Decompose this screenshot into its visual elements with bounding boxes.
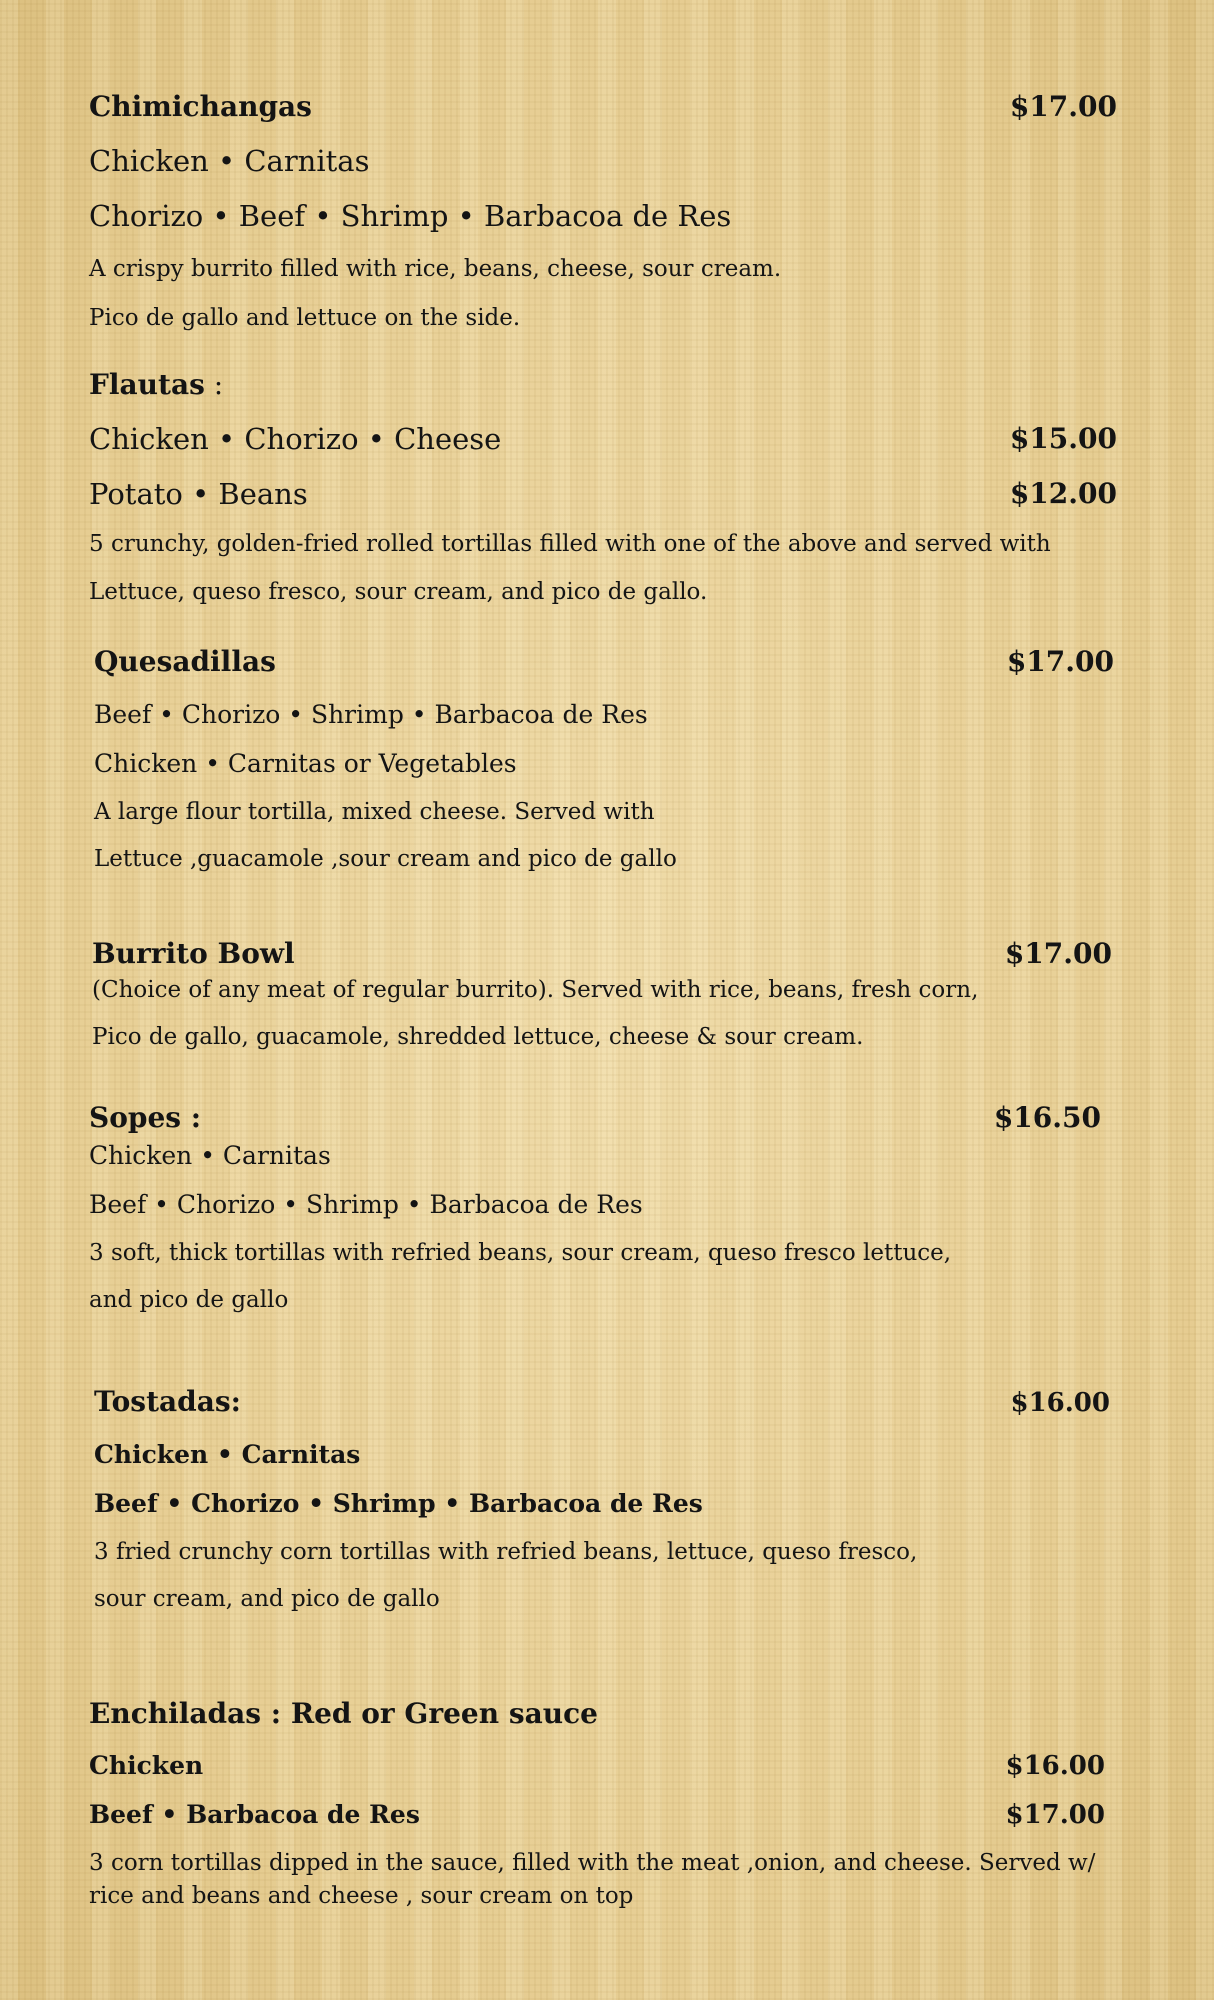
options-line: Beef • Chorizo • Shrimp • Barbacoa de Res [94,1489,703,1518]
section-title: Sopes : [89,1101,202,1134]
price: $16.50 [993,1101,1101,1134]
price: $17.00 [1005,1800,1105,1830]
description-line: A large flour tortilla, mixed cheese. Served with [94,799,655,825]
section-title: Burrito Bowl [92,937,295,970]
description-line: Pico de gallo and lettuce on the side. [89,305,521,331]
section-title-text: Flautas [89,368,205,401]
description-line: Lettuce, queso fresco, sour cream, and pico de gallo. [89,579,708,605]
options-line: Chicken [89,1751,204,1780]
price: $16.00 [1005,1751,1105,1781]
description-line: 5 crunchy, golden-fried rolled tortillas filled with one of the above and served with [89,531,1051,557]
section-title: Tostadas: [94,1385,241,1418]
description-line: (Choice of any meat of regular burrito). Served with rice, beans, fresh corn, [92,977,979,1003]
description-line: Pico de gallo, guacamole, shredded lettuce, cheese & sour cream. [92,1024,864,1050]
options-line: Chicken • Carnitas [89,144,370,178]
price: $17.00 [1009,90,1117,123]
description-line: A crispy burrito filled with rice, beans, cheese, sour cream. [89,256,782,282]
options-line: Chicken • Carnitas [94,1440,361,1469]
description-line: rice and beans and cheese , sour cream on top [89,1883,634,1909]
description-line: 3 fried crunchy corn tortillas with refried beans, lettuce, queso fresco, [94,1539,918,1565]
section-title: Enchiladas : Red or Green sauce [89,1697,598,1730]
price: $16.00 [1010,1388,1110,1418]
description-line: Lettuce ,guacamole ,sour cream and pico de gallo [94,846,677,872]
options-line: Beef • Barbacoa de Res [89,1800,420,1829]
section-title: Chimichangas [89,90,312,123]
price: $17.00 [1004,937,1112,970]
options-line: Chicken • Chorizo • Cheese [89,422,502,456]
description-line: sour cream, and pico de gallo [94,1586,440,1612]
description-line: 3 soft, thick tortillas with refried beans, sour cream, queso fresco lettuce, [89,1240,952,1266]
options-line: Beef • Chorizo • Shrimp • Barbacoa de Res [89,1190,643,1219]
price: $15.00 [1009,422,1117,455]
options-line: Potato • Beans [89,477,308,511]
options-line: Chorizo • Beef • Shrimp • Barbacoa de Res [89,199,732,233]
options-line: Chicken • Carnitas or Vegetables [94,749,517,778]
section-title [89,368,223,401]
description-line: and pico de gallo [89,1287,289,1313]
section-title-suffix: : [204,368,224,401]
price: $17.00 [1006,645,1114,678]
description-line: 3 corn tortillas dipped in the sauce, filled with the meat ,onion, and cheese. Served w/ [89,1850,1096,1876]
options-line: Beef • Chorizo • Shrimp • Barbacoa de Res [94,700,648,729]
options-line: Chicken • Carnitas [89,1141,331,1170]
price: $12.00 [1009,477,1117,510]
section-title: Quesadillas [94,645,276,678]
